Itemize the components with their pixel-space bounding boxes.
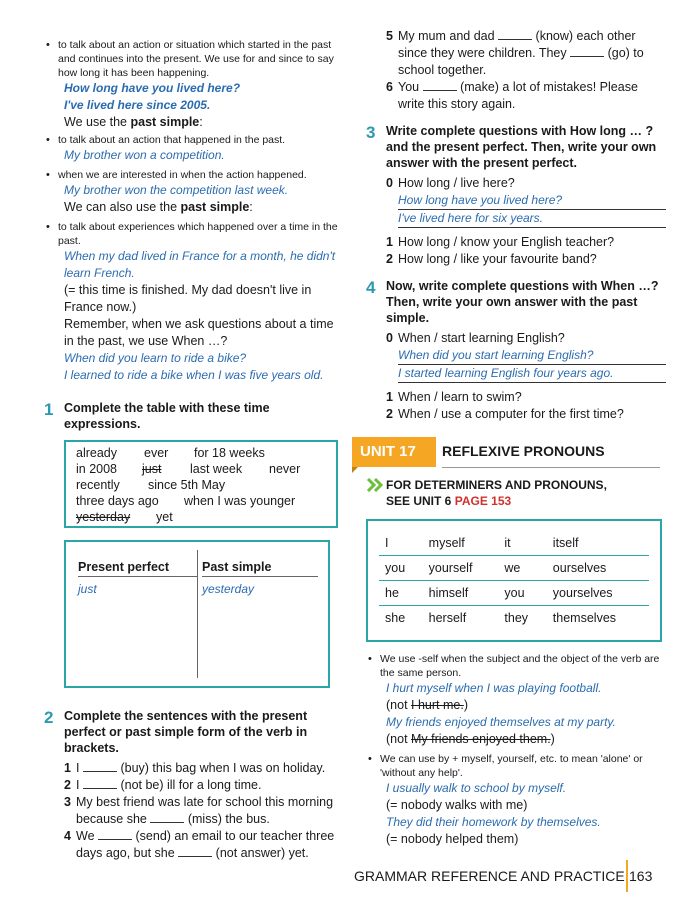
list-item: 6 You (make) a lot of mistakes! Please write this story again. [386,80,638,111]
word: never [269,462,301,476]
exercise-3-items [386,175,666,268]
word: since 5th May [148,478,226,492]
exercise-number: 3 [366,123,376,142]
word: in 2008 [76,462,118,476]
double-chevron-icon [366,478,384,492]
table-row: he himself you yourselves [379,581,649,606]
table-header: Past simple [202,560,318,577]
word: last week [190,462,243,476]
list-item: 2 When / use a computer for the first time? [386,407,624,421]
table-header: Present perfect [78,560,198,577]
exercise-2 [44,708,340,756]
word: yet [156,510,173,524]
bullet-self: • We use -self when the subject and the object of the verb are the same person. [366,652,666,680]
unit-header [360,437,666,473]
answer-line: When did you start learning English? [398,347,666,365]
answer-blank[interactable] [83,778,117,789]
not-example: (not My friends enjoyed them.) [386,732,555,746]
example: I usually walk to school by myself. [386,781,567,795]
example: When my dad lived in France for a month, he didn't learn French. [64,249,336,280]
list-item: 0 When / start learning English? [386,331,565,345]
list-item: 1 How long / know your English teacher? [386,235,615,249]
answer-blank[interactable] [423,80,457,91]
example: I've lived here since 2005. [64,98,211,112]
unit-label: UNIT 17 [360,443,416,460]
page-number: 163 [629,868,653,884]
bullet-by-myself: • We can use by + myself, yourself, etc. to mean 'alone' or 'without any help'. [366,752,666,780]
remember-note: Remember, when we ask questions about a time in the past, we use When …? [64,317,334,348]
answer-blank[interactable] [98,829,132,840]
exercise-number: 1 [44,400,54,419]
answer-line: I started learning English four years ago. [398,365,666,383]
badge-fold [352,467,358,473]
pronoun-table [366,519,662,642]
exercise-3 [366,123,666,171]
example: I hurt myself when I was playing football. [386,681,602,695]
answer-blank[interactable] [570,46,604,57]
exercise-4-items [386,330,666,423]
word: recently [76,478,120,492]
word-used: just [142,462,162,476]
table-row: she herself they themselves [385,611,617,625]
example: My brother won a competition. [64,148,225,162]
list-item: 2 How long / like your favourite band? [386,252,597,266]
right-column [360,28,666,848]
answer-blank[interactable] [83,761,117,772]
past-simple-also: We can also use the past simple: [64,200,253,214]
not-example: (not I hurt me.) [386,698,468,712]
note: (= this time is finished. My dad doesn't live in France now.) [64,283,312,314]
exercise-2-items [64,760,340,862]
bullet-experiences: • to talk about experiences which happened over a time in the past. [44,220,340,248]
list-item: 1 I (buy) this bag when I was on holiday. [64,761,326,775]
example: They did their homework by themselves. [386,815,601,829]
list-item: 4 We (send) an email to our teacher three days ago, but she (not answer) yet. [64,829,335,860]
word: three days ago [76,494,159,508]
see-also: FOR DETERMINERS AND PRONOUNS, SEE UNIT 6 PAGE 153 [366,477,666,509]
word: already [76,446,117,460]
example: I learned to ride a bike when I was five years old. [64,368,324,382]
table-divider [197,550,198,678]
example: How long have you lived here? [64,81,241,95]
exercise-2-continued [366,28,666,113]
pronoun-grid [379,531,649,630]
exercise-heading: Complete the sentences with the present perfect or past simple form of the verb in brackets. [64,709,308,755]
list-item: 3 My best friend was late for school this morning because she (miss) the bus. [64,795,334,826]
list-item: 0 How long / live here? [386,176,515,190]
exercise-heading: Write complete questions with How long … ? and the present perfect. Then, write your own answer with the present perfect. [386,124,657,170]
exercise-number: 4 [366,278,376,297]
answer-blank[interactable] [178,846,212,857]
answer-line: How long have you lived here? [398,192,666,210]
list-item: 1 When / learn to swim? [386,390,522,404]
word: ever [144,446,169,460]
word: when I was younger [184,494,296,508]
example: My brother won the competition last week. [64,183,289,197]
note: (= nobody helped them) [386,832,519,846]
note: (= nobody walks with me) [386,798,528,812]
bullet-past-action: • to talk about an action that happened in the past. [44,133,340,147]
table-cell: just [78,582,97,596]
list-item: 5 My mum and dad (know) each other since they were children. They (go) to school together. [386,29,644,77]
word: for 18 weeks [194,446,265,460]
exercise-number: 2 [44,708,54,727]
answer-blank[interactable] [498,29,532,40]
bullet-present-perfect: • to talk about an action or situation which started in the past and continues into the present. We use for and since to say how long it has been happening. [44,38,340,80]
list-item: 2 I (not be) ill for a long time. [64,778,262,792]
exercise-heading: Complete the table with these time expressions. [64,401,270,431]
exercise-4 [366,278,666,326]
bullet-when: • when we are interested in when the action happened. [44,168,340,182]
unit-underline [442,467,660,468]
footer-title: GRAMMAR REFERENCE AND PRACTICE [354,868,625,884]
table-cell: yesterday [202,582,255,596]
table-row: I myself it itself [379,531,649,556]
table-row: you yourself we ourselves [379,556,649,581]
exercise-1 [44,400,340,432]
answer-line: I've lived here for six years. [398,210,666,228]
exercise-heading: Now, write complete questions with When …? Then, write your own answer with the past simple. [386,279,659,325]
unit-title: REFLEXIVE PRONOUNS [442,443,605,459]
left-column [44,36,340,862]
example: My friends enjoyed themselves at my party. [386,715,616,729]
word-used: yesterday [76,510,131,524]
answer-blank[interactable] [150,812,184,823]
footer-divider [626,860,628,892]
past-simple-intro: We use the past simple: [64,115,203,129]
word-box [64,440,338,528]
example: When did you learn to ride a bike? [64,351,247,365]
page-link[interactable]: PAGE 153 [454,494,512,508]
answer-table [64,540,330,688]
